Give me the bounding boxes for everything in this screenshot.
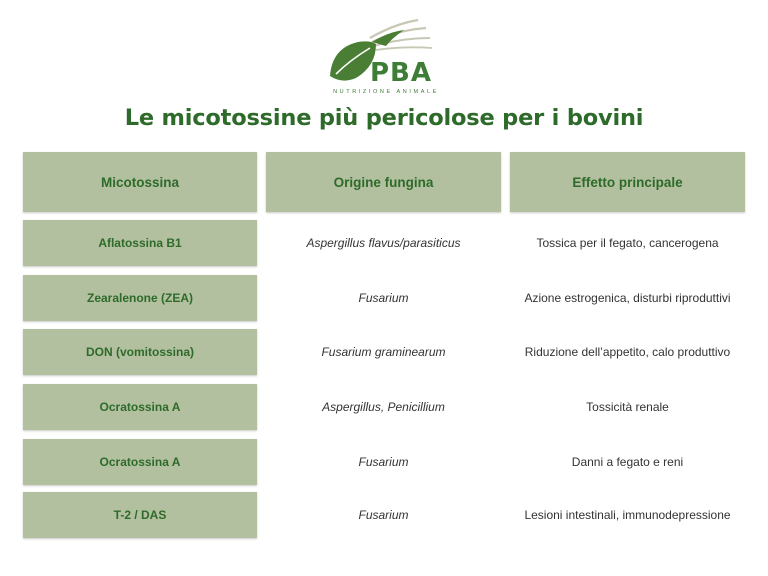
row-4-origine: Aspergillus, Penicillium bbox=[322, 400, 445, 414]
header-micotossina: Micotossina bbox=[23, 152, 257, 212]
row-5-effetto: Danni a fegato e reni bbox=[571, 455, 684, 469]
row-2-micotossina: Zearalenone (ZEA) bbox=[23, 275, 257, 321]
row-2-origine: Fusarium bbox=[358, 291, 409, 305]
row-6-micotossina: T-2 / DAS bbox=[23, 492, 257, 538]
row-3-origine: Fusarium graminearum bbox=[321, 345, 446, 359]
row-3-micotossina: DON (vomitossina) bbox=[23, 329, 257, 375]
row-6-origine: Fusarium bbox=[358, 508, 409, 522]
header-origine-fungina: Origine fungina bbox=[266, 152, 501, 212]
row-5-origine: Fusarium bbox=[358, 455, 409, 469]
logo-name: PBA bbox=[370, 58, 432, 88]
row-5-micotossina: Ocratossina A bbox=[23, 439, 257, 485]
row-1-effetto: Tossica per il fegato, cancerogena bbox=[536, 236, 719, 250]
row-6-effetto: Lesioni intestinali, immunodepressione bbox=[524, 508, 731, 522]
row-4-micotossina: Ocratossina A bbox=[23, 384, 257, 430]
row-2-effetto: Azione estrogenica, disturbi riproduttivi bbox=[524, 291, 731, 305]
row-4-effetto: Tossicità renale bbox=[586, 400, 669, 414]
logo-tagline: NUTRIZIONE ANIMALE bbox=[333, 89, 439, 95]
row-1-origine: Aspergillus flavus/parasiticus bbox=[306, 236, 461, 250]
page-title: Le micotossine più pericolose per i bovini bbox=[124, 105, 644, 131]
pba-logo bbox=[326, 18, 442, 100]
row-3-effetto: Riduzione dell’appetito, calo produttivo bbox=[524, 345, 731, 359]
header-effetto-principale: Effetto principale bbox=[510, 152, 745, 212]
row-1-micotossina: Aflatossina B1 bbox=[23, 220, 257, 266]
